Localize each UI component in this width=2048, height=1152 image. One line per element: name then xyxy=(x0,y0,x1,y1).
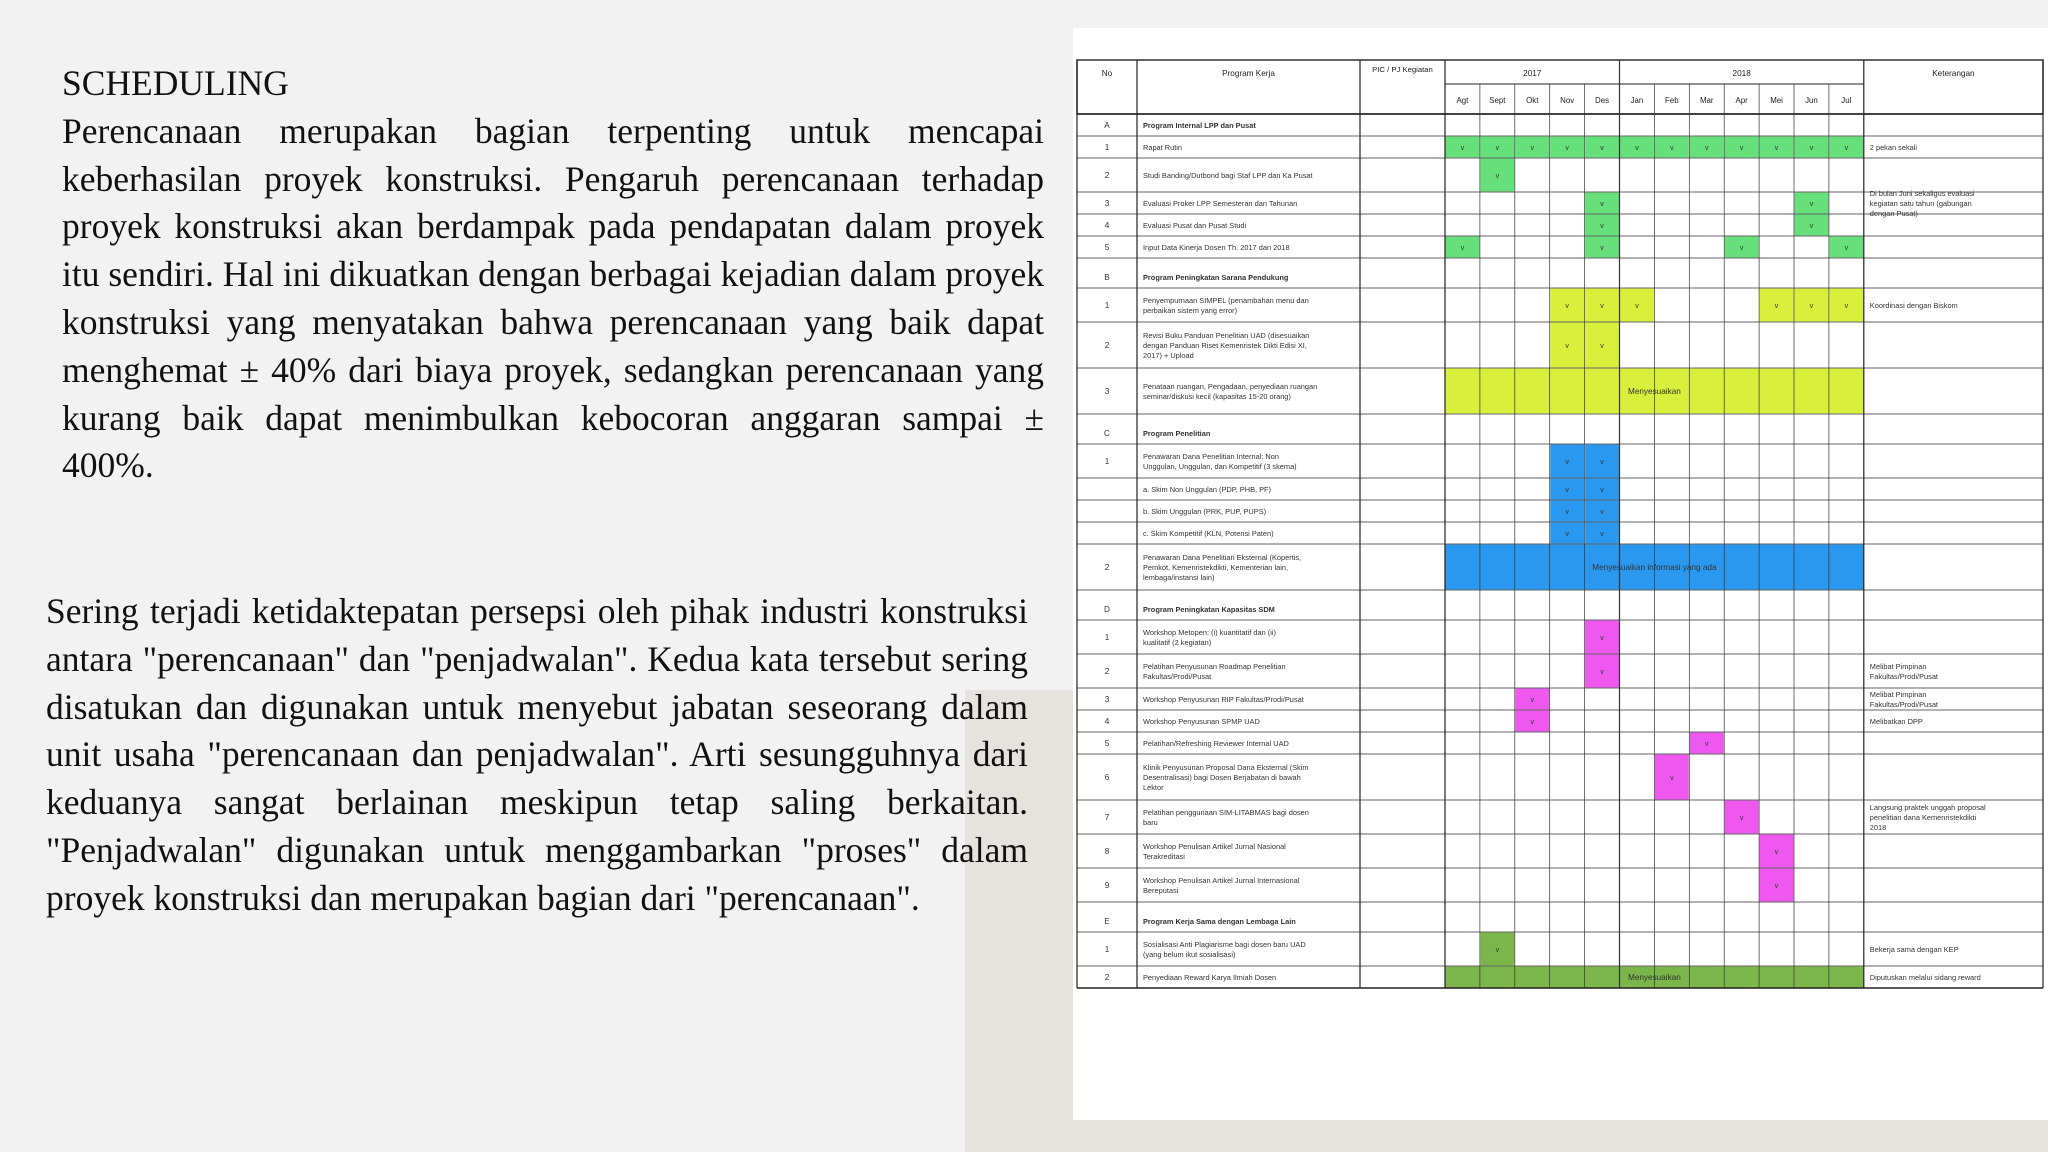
section-title: Program Kerja Sama dengan Lembaga Lain xyxy=(1143,917,1296,926)
row-remark: 2 pekan sekali xyxy=(1869,143,1918,152)
cell-check: v xyxy=(1565,531,1569,538)
row-remark: Bekerja sama dengan KEP xyxy=(1869,945,1959,954)
row-no: 1 xyxy=(1104,945,1110,954)
row-label: Penyempurnaan SIMPEL (penambahan menu dan perbaikan sistem yang error) xyxy=(1143,296,1309,315)
row-label: a. Skim Non Unggulan (PDP, PHB, PF) xyxy=(1143,485,1272,494)
span-label: Menyesuaikan informasi yang ada xyxy=(1592,563,1717,572)
header-no: No xyxy=(1101,69,1113,78)
row-no: E xyxy=(1104,917,1110,926)
cell-check: v xyxy=(1809,303,1814,310)
cell-check: v xyxy=(1600,509,1604,516)
row-label: b. Skim Unggulan (PRK, PUP, PUPS) xyxy=(1143,507,1267,516)
header-month: Des xyxy=(1595,96,1610,105)
header-pic: PIC / PJ Kegiatan xyxy=(1372,65,1433,74)
cell-check: v xyxy=(1530,697,1534,704)
row-no: D xyxy=(1104,605,1110,614)
row-no: 1 xyxy=(1104,143,1110,152)
cell-check: v xyxy=(1600,223,1604,230)
row-no: 1 xyxy=(1104,301,1110,310)
header-month: Agt xyxy=(1456,96,1469,105)
row-no: 1 xyxy=(1104,633,1110,642)
row-no: 4 xyxy=(1104,717,1110,726)
row-label: Pelatihan penggunaan SIM-LITABMAS bagi dosen baru xyxy=(1143,808,1309,827)
cell-check: v xyxy=(1495,145,1500,152)
cell-check: v xyxy=(1600,303,1604,310)
schedule-table-image xyxy=(1073,28,2048,1120)
header-month: Mei xyxy=(1770,96,1783,105)
row-no: 3 xyxy=(1104,695,1110,704)
row-label: Rapat Rutin xyxy=(1143,143,1183,152)
row-label: Penataan ruangan, Pengadaan, penyediaan ruangan seminar/diskusi kecil (kapasitas 15-20 orang) xyxy=(1143,382,1318,401)
cell-check: v xyxy=(1495,173,1500,180)
header-year-2018: 2018 xyxy=(1732,69,1751,78)
cell-check: v xyxy=(1774,145,1779,152)
cell-check: v xyxy=(1495,947,1500,954)
cell-check: v xyxy=(1600,635,1604,642)
row-label: Workshop Metopen: (i) kuantitatif dan (ii) kualitatif (2 kegiatan) xyxy=(1143,628,1276,647)
cell-check: v xyxy=(1600,669,1604,676)
row-label: Sosialisasi Anti Plagiarisme bagi dosen baru UAD (yang belum ikut sosialisasi) xyxy=(1143,940,1306,959)
row-no: 3 xyxy=(1104,387,1110,396)
row-label: c. Skim Kompetitif (KLN, Potensi Paten) xyxy=(1143,529,1274,538)
text-block-planning xyxy=(62,60,1044,490)
row-remark: Langsung praktek unggah proposal penelitian dana Kemenristekdikti 2018 xyxy=(1869,803,1986,832)
header-year-2017: 2017 xyxy=(1523,69,1542,78)
row-remark: Melibat Pimpinan Fakultas/Prodi/Pusat xyxy=(1869,662,1939,681)
cell-check: v xyxy=(1565,487,1569,494)
row-no: 9 xyxy=(1104,881,1110,890)
row-no: 5 xyxy=(1104,739,1110,748)
span-label: Menyesuaikan xyxy=(1628,387,1681,396)
header-month: Feb xyxy=(1665,96,1679,105)
row-label: Workshop Penyusunan SPMP UAD xyxy=(1143,717,1260,726)
cell-check: v xyxy=(1565,509,1569,516)
schedule-table xyxy=(1073,28,2048,1120)
cell-check: v xyxy=(1809,201,1814,208)
header-month: Sept xyxy=(1489,96,1506,105)
cell-check: v xyxy=(1565,459,1569,466)
row-no: 3 xyxy=(1104,199,1110,208)
header-month: Nov xyxy=(1560,96,1575,105)
cell-check: v xyxy=(1774,849,1779,856)
cell-check: v xyxy=(1565,303,1569,310)
row-label: Studi Banding/Dutbond bagi Staf LPP dan Ka Pusat xyxy=(1143,171,1313,180)
cell-check: v xyxy=(1844,145,1849,152)
cell-check: v xyxy=(1565,145,1569,152)
row-label: Penawaran Dana Penelitian Internal: Non Unggulan, Unggulan, dan Kompetitif (3 skema) xyxy=(1143,452,1297,471)
row-label: Revisi Buku Panduan Penelitian UAD (disesuaikan dengan Panduan Riset Kemenristek Dikti Edisi XI, 2017) + Upload xyxy=(1143,331,1310,360)
cell-check: v xyxy=(1774,303,1779,310)
row-no: 6 xyxy=(1104,773,1110,782)
header-month: Jun xyxy=(1805,96,1818,105)
cell-check: v xyxy=(1635,303,1639,310)
row-no: 8 xyxy=(1104,847,1110,856)
cell-check: v xyxy=(1705,741,1709,748)
cell-check: v xyxy=(1600,145,1604,152)
paragraph-scheduling: Sering terjadi ketidaktepatan persepsi oleh pihak industri konstruksi antara "perencanaan" dan "penjadwalan". Kedua kata tersebut sering disatukan dan digunakan untuk menyebut jabatan seseorang dalam unit usaha "perencanaan dan penjadwalan". Arti sesungguhnya dari keduanya sangat berlainan meskipun tetap saling berkaitan. "Penjadwalan" digunakan untuk menggambarkan "proses" dalam proyek konstruksi dan merupakan bagian dari "perencanaan". xyxy=(46,591,1028,918)
cell-check: v xyxy=(1600,531,1604,538)
row-remark: Melibat Pimpinan Fakultas/Prodi/Pusat xyxy=(1869,690,1939,709)
cell-check: v xyxy=(1600,459,1604,466)
row-label: Penawaran Dana Penelitian Eksternal (Kopertis, Pemkot, Kemenristekdikti, Kementerian lain, lembaga/instansi lain) xyxy=(1143,553,1302,582)
row-remark: Diputuskan melalui sidang reward xyxy=(1869,973,1981,982)
row-no: 1 xyxy=(1104,457,1110,466)
cell-check: v xyxy=(1670,145,1674,152)
slide-title: SCHEDULING xyxy=(62,63,289,103)
row-label: Evaluasi Proker LPP Semesteran dan Tahunan xyxy=(1143,199,1298,208)
section-title: Program Internal LPP dan Pusat xyxy=(1143,121,1256,130)
header-remarks: Keterangan xyxy=(1932,69,1975,78)
cell-check: v xyxy=(1739,245,1744,252)
cell-check: v xyxy=(1670,775,1674,782)
cell-check: v xyxy=(1705,145,1709,152)
cell-check: v xyxy=(1774,883,1779,890)
header-month: Mar xyxy=(1699,96,1714,105)
cell-check: v xyxy=(1844,303,1849,310)
header-month: Okt xyxy=(1526,96,1539,105)
cell-check: v xyxy=(1844,245,1849,252)
header-month: Jul xyxy=(1841,96,1852,105)
header-program: Program Kerja xyxy=(1222,69,1275,78)
cell-check: v xyxy=(1739,145,1744,152)
cell-check: v xyxy=(1460,245,1465,252)
row-no: 2 xyxy=(1104,171,1110,180)
row-label: Input Data Kinerja Dosen Th. 2017 dan 2018 xyxy=(1143,243,1290,252)
cell-check: v xyxy=(1600,201,1604,208)
row-no: B xyxy=(1104,273,1110,282)
span-label: Menyesuaikan xyxy=(1628,973,1681,982)
row-no: 2 xyxy=(1104,667,1110,676)
header-month: Jan xyxy=(1630,96,1644,105)
section-title: Program Peningkatan Sarana Pendukung xyxy=(1143,273,1289,282)
cell-check: v xyxy=(1565,343,1569,350)
cell-check: v xyxy=(1739,815,1744,822)
header-month: Apr xyxy=(1735,96,1748,105)
row-remark: Melibatkan DPP xyxy=(1869,717,1923,726)
cell-check: v xyxy=(1600,245,1604,252)
section-title: Program Penelitian xyxy=(1143,429,1211,438)
cell-check: v xyxy=(1809,223,1814,230)
cell-check: v xyxy=(1809,145,1814,152)
row-no: 7 xyxy=(1104,813,1110,822)
row-label: Workshop Penulisan Artikel Jurnal Nasional Terakreditasi xyxy=(1143,842,1286,861)
row-label: Workshop Penulisan Artikel Jurnal Internasional Bereputasi xyxy=(1143,876,1300,895)
cell-check: v xyxy=(1530,719,1534,726)
row-label: Evaluasi Pusat dan Pusat Studi xyxy=(1143,221,1247,230)
row-no: 2 xyxy=(1104,973,1110,982)
paragraph-planning: Perencanaan merupakan bagian terpenting untuk mencapai keberhasilan proyek konstruksi. Pengaruh perencanaan terhadap proyek konstruksi akan berdampak pada pendapatan dalam proyek itu sendiri. Hal ini dikuatkan dengan berbagai kejadian dalam proyek konstruksi yang menyatakan bahwa perencanaan yang baik dapat menghemat ± 40% dari biaya proyek, sedangkan perencanaan yang kurang baik dapat menimbulkan kebocoran anggaran sampai ± 400%. xyxy=(62,110,1044,486)
row-remark: Koordinasi dengan Biskom xyxy=(1869,301,1958,310)
row-no: 2 xyxy=(1104,563,1110,572)
row-remark: Di bulan Juni sekaligus evaluasi kegiatan satu tahun (gabungan dengan Pusat) xyxy=(1869,189,1975,218)
section-title: Program Peningkatan Kapasitas SDM xyxy=(1143,605,1275,614)
cell-check: v xyxy=(1460,145,1465,152)
row-no: 4 xyxy=(1104,221,1110,230)
row-label: Klinik Penyusunan Proposal Dana Eksternal (Skim Desentralisasi) bagi Dosen Berjabatan di bawah Lektor xyxy=(1143,763,1309,792)
cell-check: v xyxy=(1635,145,1639,152)
cell-check: v xyxy=(1600,487,1604,494)
row-no: 5 xyxy=(1104,243,1110,252)
row-no: 2 xyxy=(1104,341,1110,350)
row-label: Pelatihan Penyusunan Roadmap Penelitian Fakultas/Prodi/Pusat xyxy=(1143,662,1286,681)
text-block-scheduling xyxy=(46,588,1028,923)
row-no: A xyxy=(1104,121,1110,130)
cell-check: v xyxy=(1530,145,1534,152)
row-label: Pelatihan/Refreshing Reviewer Internal UAD xyxy=(1143,739,1289,748)
row-label: Penyediaan Reward Karya Ilmiah Dosen xyxy=(1143,973,1277,982)
row-label: Workshop Penyusunan RIP Fakultas/Prodi/Pusat xyxy=(1143,695,1304,704)
cell-check: v xyxy=(1600,343,1604,350)
row-no: C xyxy=(1104,429,1110,438)
